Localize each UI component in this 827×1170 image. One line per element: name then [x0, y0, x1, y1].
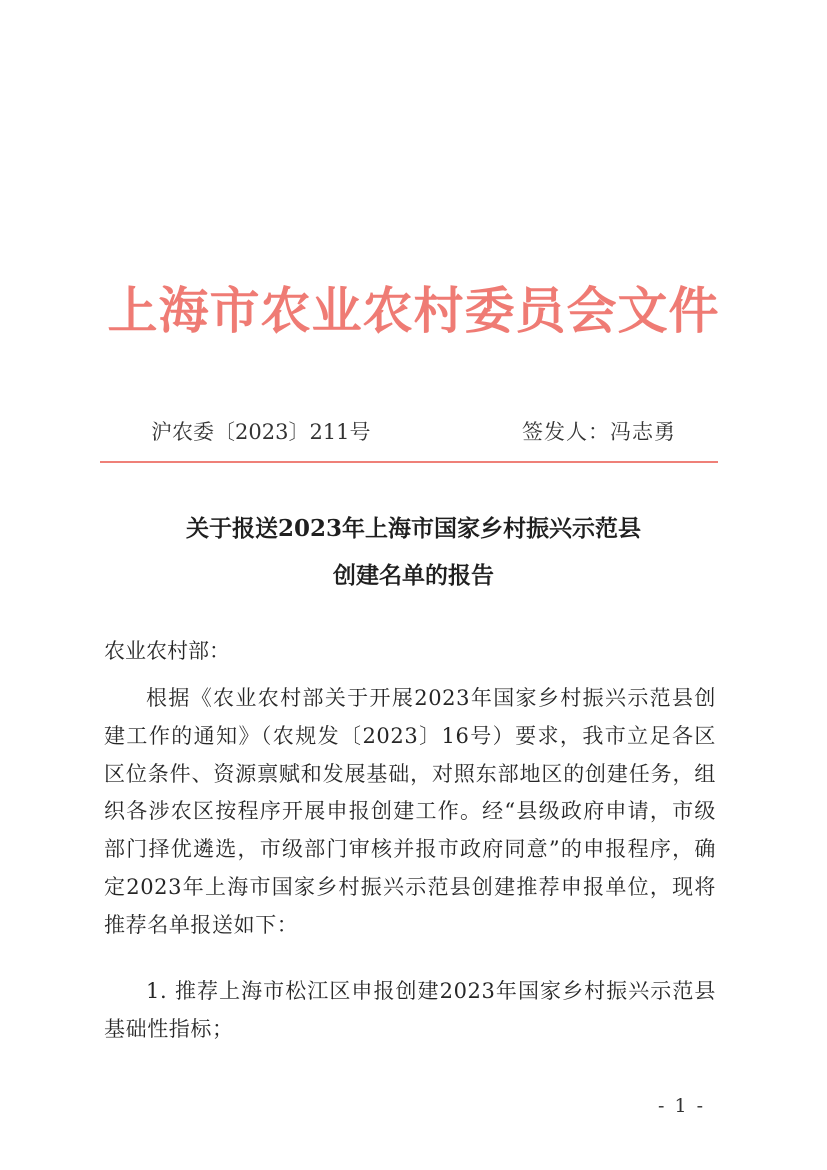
- addressee: 农业农村部：: [104, 639, 230, 663]
- document-number: 沪农委〔2023〕211号: [151, 420, 371, 444]
- page-number: - 1 -: [658, 1095, 706, 1117]
- red-divider-line: [100, 461, 718, 463]
- signer: 签发人：冯志勇: [522, 420, 676, 444]
- body-paragraph: 根据《农业农村部关于开展2023年国家乡村振兴示范县创建工作的通知》（农规发〔2023〕16号）要求，我市立足各区区位条件、资源禀赋和发展基础，对照东部地区的创建任务，组织各涉农区按程序开展申报创建工作。经“县级政府申请，市级部门择优遴选，市级部门审核并报市政府同意”的申报程序，确定2023年上海市国家乡村振兴示范县创建推荐申报单位，现将推荐名单报送如下：: [104, 686, 716, 937]
- report-title-line-1: 关于报送2023年上海市国家乡村振兴示范县: [185, 515, 641, 542]
- report-title-line-2: 创建名单的报告: [333, 562, 494, 589]
- masthead-title: 上海市农业农村委员会文件: [107, 281, 720, 340]
- body-paragraph: 1. 推荐上海市松江区申报创建2023年国家乡村振兴示范县基础性指标；: [104, 979, 716, 1041]
